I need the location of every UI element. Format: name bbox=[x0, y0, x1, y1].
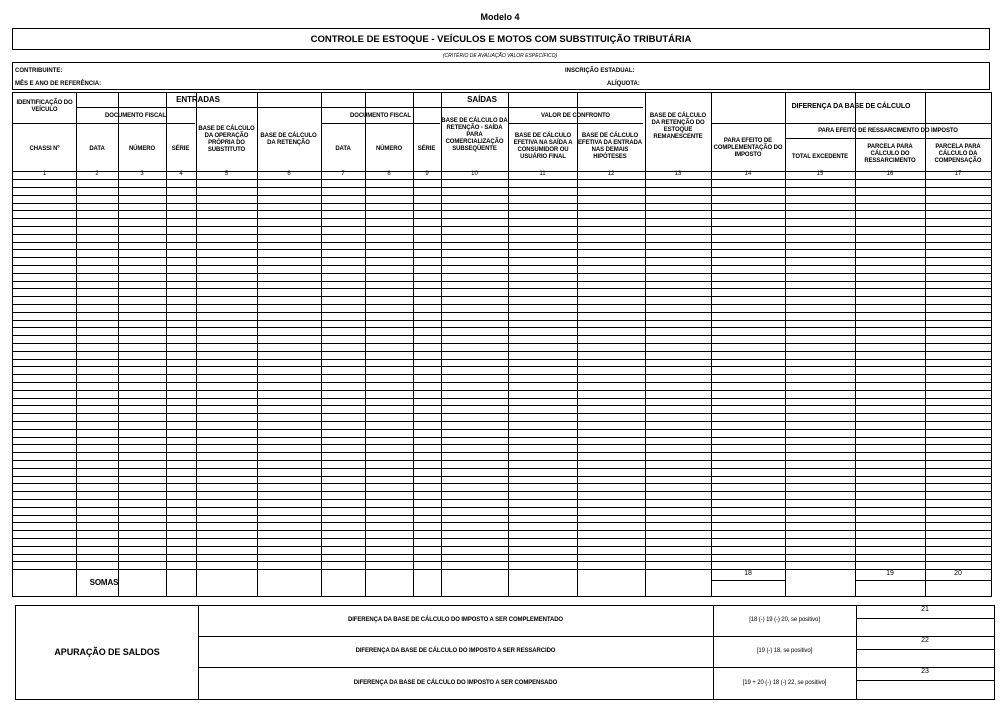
grid-line bbox=[413, 93, 414, 596]
grid-line bbox=[13, 257, 991, 258]
diferenca-header: DIFERENÇA DA BASE DE CÁLCULO bbox=[791, 103, 911, 110]
grid-line bbox=[13, 234, 991, 235]
column-number: 9 bbox=[425, 171, 429, 177]
grid-line bbox=[13, 515, 991, 516]
grid-line bbox=[76, 123, 195, 124]
column-number: 6 bbox=[287, 171, 291, 177]
grid-line bbox=[13, 476, 991, 477]
grid-line bbox=[13, 405, 991, 406]
grid-line bbox=[13, 538, 991, 539]
col-identificacao-header: IDENTIFICAÇÃO DO VEÍCULO bbox=[16, 100, 73, 113]
apuracao-row-label: DIFERENÇA DA BASE DE CÁLCULO DO IMPOSTO A SER COMPLEMENTADO bbox=[348, 617, 563, 623]
col-base-efetiva-entrada-header: BASE DE CÁLCULO EFETIVA DA ENTRADA NAS DEMAIS HIPÓTESES bbox=[578, 133, 642, 160]
column-number: 16 bbox=[886, 171, 894, 177]
valor-confronto-header: VALOR DE CONFRONTO bbox=[541, 113, 610, 119]
apuracao-row-formula: [19 (-) 18, se positivo] bbox=[756, 648, 813, 654]
model-label: Modelo 4 bbox=[480, 12, 520, 22]
column-number: 14 bbox=[744, 171, 752, 177]
grid-line bbox=[13, 359, 991, 360]
grid-line bbox=[855, 93, 856, 596]
grid-line bbox=[13, 218, 991, 219]
col-base-retencao-header: BASE DE CÁLCULO DA RETENÇÃO bbox=[260, 133, 317, 146]
grid-line bbox=[13, 522, 991, 523]
grid-line bbox=[13, 437, 991, 438]
grid-line bbox=[13, 507, 991, 508]
grid-line bbox=[441, 93, 442, 596]
grid-line bbox=[785, 138, 991, 139]
grid-line bbox=[13, 171, 991, 172]
col-base-retencao-saida-header: BASE DE CÁLCULO DA RETENÇÃO - SAÍDA PARA COMERCIALIZAÇÃO SUBSEQÜENTE bbox=[441, 118, 508, 152]
column-number: 5 bbox=[224, 171, 229, 177]
col-parcela-compensacao-header: PARCELA PARA CÁLCULO DA COMPENSAÇÃO bbox=[934, 144, 982, 164]
grid-line bbox=[166, 93, 167, 596]
apuracao-row-formula: [19 + 20 (-) 18 (-) 22, se positivo] bbox=[742, 680, 827, 686]
column-number: 3 bbox=[140, 171, 144, 177]
grid-line bbox=[13, 483, 991, 484]
col-base-operacao-header: BASE DE CÁLCULO DA OPERAÇÃO PRÓPRIA DO SUBSTITUTO bbox=[198, 126, 255, 153]
col-parcela-ressarcimento-header: PARCELA PARA CÁLCULO DO RESSARCIMENTO bbox=[864, 144, 916, 164]
grid-line bbox=[13, 554, 991, 555]
grid-line bbox=[13, 203, 991, 204]
column-number: 12 bbox=[607, 171, 615, 177]
column-number: 1 bbox=[42, 171, 47, 177]
grid-line bbox=[13, 374, 991, 375]
column-number: 17 bbox=[954, 171, 962, 177]
entradas-doc-fiscal-header: DOCUMENTO FISCAL bbox=[105, 113, 166, 119]
apuracao-box bbox=[15, 605, 995, 700]
somas-label: SOMAS bbox=[89, 578, 119, 587]
total-20: 20 bbox=[954, 570, 962, 577]
aliquota-label: ALÍQUOTA: bbox=[607, 81, 640, 87]
stock-control-table bbox=[12, 92, 992, 597]
ressarcimento-group-header: PARA EFEITO DE RESSARCIMENTO DO IMPOSTO bbox=[818, 128, 958, 134]
grid-line bbox=[13, 569, 991, 570]
grid-line bbox=[13, 390, 991, 391]
grid-line bbox=[13, 304, 991, 305]
form-title: CONTROLE DE ESTOQUE - VEÍCULOS E MOTOS COM SUBSTITUIÇÃO TRIBUTÁRIA bbox=[12, 28, 990, 50]
grid-line bbox=[13, 288, 991, 289]
apuracao-row-number: 21 bbox=[921, 606, 929, 613]
grid-line bbox=[508, 93, 509, 596]
grid-line bbox=[76, 107, 643, 108]
col-chassi-header: CHASSI Nº bbox=[29, 146, 60, 152]
grid-line bbox=[13, 226, 991, 227]
grid-line bbox=[13, 421, 991, 422]
grid-line bbox=[13, 187, 991, 188]
column-number: 7 bbox=[341, 171, 345, 177]
total-18: 18 bbox=[744, 570, 752, 577]
col-serie-saida-header: SÉRIE bbox=[417, 146, 436, 152]
grid-line bbox=[13, 242, 991, 243]
grid-line bbox=[13, 351, 991, 352]
taxpayer-info-box bbox=[12, 62, 990, 90]
grid-line bbox=[13, 468, 991, 469]
grid-line bbox=[925, 93, 926, 596]
grid-line bbox=[13, 382, 991, 383]
grid-line bbox=[577, 93, 578, 596]
grid-line bbox=[13, 343, 991, 344]
grid-line bbox=[13, 273, 991, 274]
grid-line bbox=[13, 546, 991, 547]
saidas-doc-fiscal-header: DOCUMENTO FISCAL bbox=[350, 113, 411, 119]
grid-line bbox=[321, 93, 322, 596]
grid-line bbox=[118, 93, 119, 596]
contribuinte-label: CONTRIBUINTE: bbox=[15, 68, 63, 74]
entradas-header: ENTRADAS bbox=[176, 95, 220, 104]
grid-line bbox=[13, 249, 991, 250]
col-data-saida-header: DATA bbox=[335, 146, 351, 152]
grid-line bbox=[365, 93, 366, 596]
mes-ano-label: MÊS E ANO DE REFERÊNCIA: bbox=[15, 81, 102, 87]
column-number: 11 bbox=[539, 171, 546, 177]
col-numero-saida-header: NÚMERO bbox=[375, 146, 403, 152]
col-base-efetiva-consumidor-header: BASE DE CÁLCULO EFETIVA NA SAÍDA A CONSUMIDOR OU USUÁRIO FINAL bbox=[513, 133, 573, 160]
column-number: 15 bbox=[816, 171, 824, 177]
grid-line bbox=[76, 93, 77, 596]
col-total-excedente-header: TOTAL EXCEDENTE bbox=[791, 154, 849, 160]
column-number: 13 bbox=[674, 171, 682, 177]
grid-line bbox=[13, 320, 991, 321]
apuracao-row-number: 22 bbox=[921, 637, 929, 644]
grid-line bbox=[13, 210, 991, 211]
col-data-header: DATA bbox=[89, 146, 105, 152]
grid-line bbox=[13, 312, 991, 313]
grid-line bbox=[13, 179, 991, 180]
grid-line bbox=[711, 580, 785, 581]
column-number: 10 bbox=[471, 171, 478, 177]
grid-line bbox=[13, 444, 991, 445]
grid-line bbox=[13, 296, 991, 297]
grid-line bbox=[711, 93, 712, 596]
grid-line bbox=[13, 327, 991, 328]
column-number: 4 bbox=[179, 171, 183, 177]
column-number: 2 bbox=[95, 171, 99, 177]
grid-line bbox=[13, 460, 991, 461]
grid-line bbox=[508, 123, 643, 124]
grid-line bbox=[13, 429, 991, 430]
grid-line bbox=[13, 195, 991, 196]
grid-line bbox=[321, 123, 440, 124]
grid-line bbox=[13, 335, 991, 336]
grid-line bbox=[645, 93, 646, 596]
grid-line bbox=[855, 580, 991, 581]
apuracao-title: APURAÇÃO DE SALDOS bbox=[54, 647, 160, 657]
grid-line bbox=[13, 530, 991, 531]
apuracao-row-formula: [18 (-) 19 (-) 20, se positivo] bbox=[749, 617, 820, 623]
grid-line bbox=[13, 499, 991, 500]
apuracao-row-label: DIFERENÇA DA BASE DE CÁLCULO DO IMPOSTO A SER RESSARCIDO bbox=[355, 648, 556, 654]
column-number: 8 bbox=[387, 171, 391, 177]
apuracao-row-label: DIFERENÇA DA BASE DE CÁLCULO DO IMPOSTO A SER COMPENSADO bbox=[353, 680, 558, 686]
grid-line bbox=[13, 452, 991, 453]
grid-line bbox=[13, 123, 76, 124]
col-complementacao-header: PARA EFEITO DE COMPLEMENTAÇÃO DO IMPOSTO bbox=[713, 138, 783, 158]
grid-line bbox=[196, 93, 197, 596]
grid-line bbox=[13, 491, 991, 492]
grid-line bbox=[257, 93, 258, 596]
col-base-remanescente-header: BASE DE CÁLCULO DA RETENÇÃO DO ESTOQUE REMANESCENTE bbox=[649, 113, 707, 140]
form-subtitle: (CRITÉRIO DE AVALIAÇÃO VALOR ESPECÍFICO) bbox=[442, 53, 558, 59]
col-serie-header: SÉRIE bbox=[171, 146, 190, 152]
col-numero-header: NÚMERO bbox=[128, 146, 156, 152]
grid-line bbox=[13, 561, 991, 562]
grid-line bbox=[13, 398, 991, 399]
inscricao-label: INSCRIÇÃO ESTADUAL: bbox=[565, 68, 635, 74]
total-19: 19 bbox=[886, 570, 894, 577]
apuracao-row-number: 23 bbox=[921, 668, 929, 675]
grid-line bbox=[13, 265, 991, 266]
saidas-header: SAÍDAS bbox=[467, 95, 497, 104]
grid-line bbox=[13, 366, 991, 367]
grid-line bbox=[13, 281, 991, 282]
grid-line bbox=[13, 413, 991, 414]
grid-line bbox=[785, 93, 786, 596]
grid-line bbox=[711, 123, 991, 124]
